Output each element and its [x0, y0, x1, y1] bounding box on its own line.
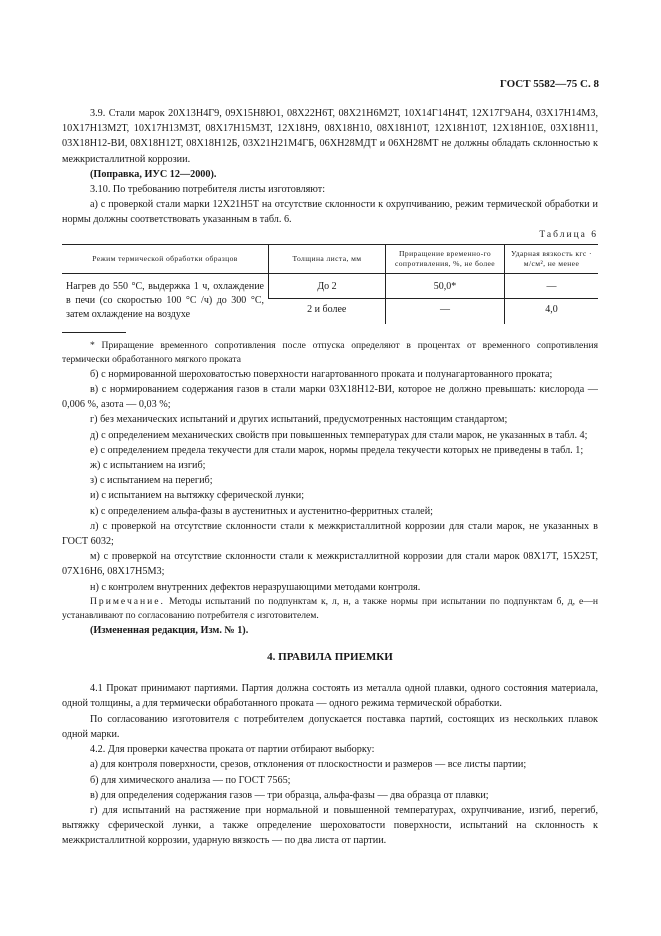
revision-note: (Измененная редакция, Изм. № 1).: [90, 624, 249, 636]
note: [62, 595, 598, 623]
clause-4-2-b: б) для химического анализа — по ГОСТ 7565;: [90, 774, 291, 786]
item-e: е) с определением предела текучести для стали марок, нормы предела текучести которых не приведены в табл. 1;: [90, 444, 584, 456]
item-a: а) с проверкой стали марки 12Х21Н5Т на отсутствие склонности к охрупчиванию, режим термической обработки и нормы должны соответствовать указанным в табл. 6.: [62, 199, 598, 226]
item-k: к) с определением альфа-фазы в аустенитных и аустенитно-ферритных сталей;: [90, 505, 433, 517]
item-l: л) с проверкой на отсутствие склонности стали к межкристаллитной коррозии для стали марок, не указанных в ГОСТ 6032;: [62, 520, 598, 548]
cell-increment: —: [386, 299, 505, 324]
table-caption: Таблица 6: [539, 229, 598, 240]
clause-4-1-b: По согласованию изготовителя с потребителем допускается поставка партий, состоящих из нескольких плавок одной марки.: [62, 713, 598, 740]
item-i: и) с испытанием на вытяжку сферической лунки;: [90, 490, 305, 502]
cell-thickness: До 2: [269, 273, 386, 299]
item-b: б) с нормированной шероховатостью поверхности нагартованного проката и полунагартованного проката;: [90, 368, 553, 380]
cell-mode: Нагрев до 550 °С, выдержка 1 ч, охлаждение в печи (со скоростью 100 °С /ч) до 300 °С, затем охлаждение на воздухе: [66, 280, 264, 320]
item-g: г) без механических испытаний и других испытаний, предусмотренных настоящим стандартом;: [90, 414, 508, 426]
footnote: * Приращение временного сопротивления после отпуска определяют в процентах от временного сопротивления термически обработанного мягкого проката: [62, 339, 598, 365]
item-v: в) с нормированием содержания газов в стали марки 03Х18Н12-ВИ, которое не должно превышать: кислорода — 0,006 %, азота — 0,03 %;: [62, 384, 598, 411]
item-n: н) с контролем внутренних дефектов неразрушающими методами контроля.: [90, 581, 421, 593]
item-zh: ж) с испытанием на изгиб;: [90, 460, 206, 472]
item-d: д) с определением механических свойств при повышенных температурах для стали марок, не указанных в табл. 4;: [90, 429, 588, 441]
item-m: м) с проверкой на отсутствие склонности стали к межкристаллитной коррозии для стали марок 08Х17Т, 15Х25Т, 07Х16Н6, 08Х17Н5М3;: [62, 551, 598, 578]
table-6: [62, 244, 598, 324]
clause-4-2-v: в) для определения содержания газов — три образца, альфа-фазы — два образца от плавки;: [90, 789, 489, 801]
clause-3-9: 3.9. Стали марок 20Х13Н4Г9, 09Х15Н8Ю1, 08Х22Н6Т, 08Х21Н6М2Т, 10Х14Г14Н4Т, 12Х17Г9АН4, 03Х17Н14М3, 10Х17Н13М2Т, 10Х17Н13М3Т, 08Х17Н15М3Т, 12Х18Н9, 08Х18Н10, 08Х18Н10Т, 12Х18Н10Т, 12Х18Н10Е, 03Х18Н11, 03Х18Н12-ВИ, 08Х18Н12Т, 08Х18Н12Б, 03Х21Н21М4ГБ, 06ХН28МДТ и 06ХН28МТ не должны обладать склонностью к межкристаллитной коррозии.: [62, 108, 598, 165]
note-label: Примечание.: [90, 595, 165, 607]
clause-4-1: 4.1 Прокат принимают партиями. Партия должна состоять из металла одной плавки, одного состояния материала, одной толщины, а для термически обработанного проката — одного режима термической обработки.: [62, 683, 598, 710]
col-header-impact: Ударная вязкость кгс · м/см², не менее: [505, 244, 599, 273]
cell-impact: —: [505, 273, 599, 299]
cell-increment: 50,0*: [386, 273, 505, 299]
footnote-rule: [62, 332, 126, 333]
col-header-increment: Приращение временно-го сопротивления, %, не более: [386, 244, 505, 273]
document-body: [62, 106, 598, 849]
page-header: ГОСТ 5582—75 С. 8: [499, 78, 599, 90]
section-title: 4. ПРАВИЛА ПРИЕМКИ: [267, 651, 393, 664]
note-text: Методы испытаний по подпунктам к, л, н, а также нормы при испытании по подпунктам б, д, е—н устанавливают по согласованию потребителя с изготовителем.: [62, 595, 598, 621]
correction-note: (Поправка, ИУС 12—2000).: [90, 168, 217, 180]
col-header-thickness: Толщина листа, мм: [269, 244, 386, 273]
col-header-mode: Режим термической обработки образцов: [62, 244, 269, 273]
clause-4-2-g: г) для испытаний на растяжение при нормальной и повышенной температурах, охрупчивание, изгиб, перегиб, вытяжку сферической лунки, а также определение шероховатости поверхности, испытаний на склонность к межкристаллитной коррозии, ударную вязкость — по два листа от партии.: [62, 804, 598, 847]
cell-thickness: 2 и более: [269, 299, 386, 324]
clause-4-2: 4.2. Для проверки качества проката от партии отбирают выборку:: [90, 744, 375, 756]
cell-impact: 4,0: [505, 299, 599, 324]
item-z: з) с испытанием на перегиб;: [90, 475, 213, 487]
clause-3-10: 3.10. По требованию потребителя листы изготовляют:: [90, 184, 326, 196]
clause-4-2-a: а) для контроля поверхности, срезов, отклонения от плоскостности и размеров — все листы партии;: [90, 759, 527, 771]
